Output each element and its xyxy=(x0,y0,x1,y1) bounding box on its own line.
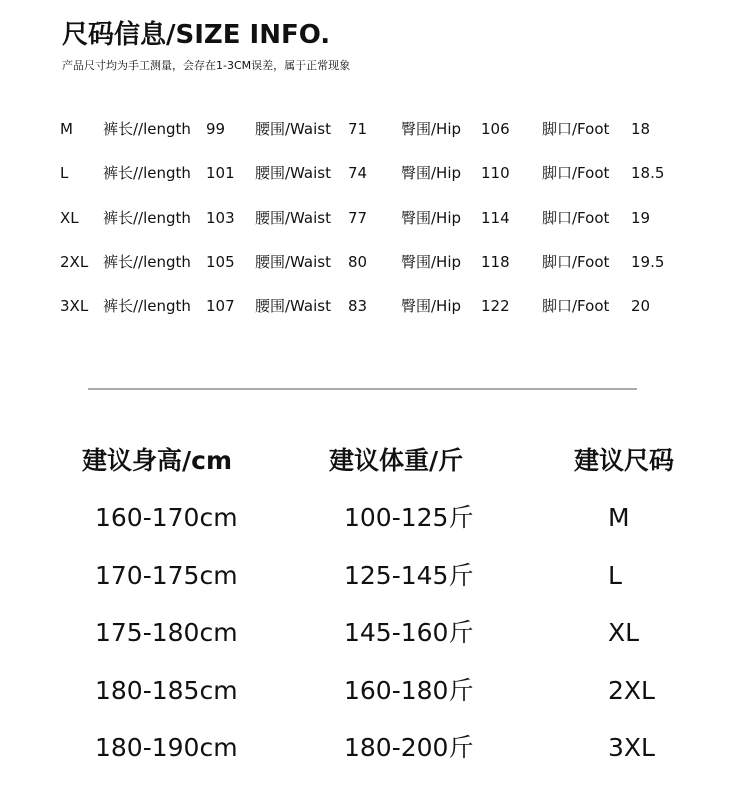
length-value: 101 xyxy=(206,164,235,182)
size-row xyxy=(0,117,750,141)
recommended-height-header: 建议身高/cm xyxy=(82,446,233,475)
hip-label: 臀围/Hip xyxy=(401,297,462,315)
waist-value: 80 xyxy=(348,253,368,271)
foot-value: 19 xyxy=(631,209,651,227)
waist-value: 77 xyxy=(348,209,368,227)
hip-label: 臀围/Hip xyxy=(401,120,462,138)
hip-value: 106 xyxy=(481,120,510,138)
foot-value: 20 xyxy=(631,297,651,315)
foot-label: 脚口/Foot xyxy=(542,253,610,271)
size-label: XL xyxy=(60,209,79,227)
recommended-weight-header: 建议体重/斤 xyxy=(329,446,464,475)
length-label: 裤长//length xyxy=(103,297,191,315)
height-range: 160-170cm xyxy=(95,503,238,532)
foot-label: 脚口/Foot xyxy=(542,209,610,227)
waist-label: 腰围/Waist xyxy=(255,253,331,271)
length-label: 裤长//length xyxy=(103,164,191,182)
length-value: 107 xyxy=(206,297,235,315)
height-range: 180-185cm xyxy=(95,676,238,705)
waist-label: 腰围/Waist xyxy=(255,209,331,227)
recommended-size: L xyxy=(608,561,622,590)
recommendation-row xyxy=(0,730,750,766)
foot-value: 18.5 xyxy=(631,164,665,182)
size-row xyxy=(0,161,750,185)
hip-label: 臀围/Hip xyxy=(401,164,462,182)
hip-value: 118 xyxy=(481,253,510,271)
recommendation-row xyxy=(0,673,750,709)
length-value: 103 xyxy=(206,209,235,227)
hip-value: 114 xyxy=(481,209,510,227)
recommended-size: M xyxy=(608,503,630,532)
waist-value: 83 xyxy=(348,297,368,315)
length-label: 裤长//length xyxy=(103,209,191,227)
waist-label: 腰围/Waist xyxy=(255,120,331,138)
waist-label: 腰围/Waist xyxy=(255,164,331,182)
length-label: 裤长//length xyxy=(103,120,191,138)
recommended-size: XL xyxy=(608,618,640,647)
hip-value: 122 xyxy=(481,297,510,315)
recommendation-row xyxy=(0,615,750,651)
recommended-size-header: 建议尺码 xyxy=(574,446,675,475)
length-value: 105 xyxy=(206,253,235,271)
foot-label: 脚口/Foot xyxy=(542,120,610,138)
size-row xyxy=(0,206,750,230)
page-title: 尺码信息/SIZE INFO. xyxy=(62,20,331,50)
size-row xyxy=(0,294,750,318)
section-divider xyxy=(88,388,637,390)
measurement-note: 产品尺寸均为手工测量，会存在1-3CM误差，属于正常现象 xyxy=(62,59,351,72)
weight-range: 125-145斤 xyxy=(344,561,474,590)
hip-value: 110 xyxy=(481,164,510,182)
recommendation-row xyxy=(0,500,750,536)
waist-value: 71 xyxy=(348,120,368,138)
hip-label: 臀围/Hip xyxy=(401,209,462,227)
size-label: 2XL xyxy=(60,253,89,271)
weight-range: 100-125斤 xyxy=(344,503,474,532)
size-label: 3XL xyxy=(60,297,89,315)
height-range: 175-180cm xyxy=(95,618,238,647)
foot-label: 脚口/Foot xyxy=(542,297,610,315)
size-row xyxy=(0,250,750,274)
recommended-size: 2XL xyxy=(608,676,655,705)
recommended-size: 3XL xyxy=(608,733,655,762)
foot-label: 脚口/Foot xyxy=(542,164,610,182)
height-range: 180-190cm xyxy=(95,733,238,762)
height-range: 170-175cm xyxy=(95,561,238,590)
size-label: L xyxy=(60,164,69,182)
foot-value: 19.5 xyxy=(631,253,665,271)
recommendation-row xyxy=(0,558,750,594)
waist-label: 腰围/Waist xyxy=(255,297,331,315)
weight-range: 160-180斤 xyxy=(344,676,474,705)
length-label: 裤长//length xyxy=(103,253,191,271)
foot-value: 18 xyxy=(631,120,651,138)
waist-value: 74 xyxy=(348,164,368,182)
weight-range: 180-200斤 xyxy=(344,733,474,762)
length-value: 99 xyxy=(206,120,226,138)
weight-range: 145-160斤 xyxy=(344,618,474,647)
size-label: M xyxy=(60,120,73,138)
hip-label: 臀围/Hip xyxy=(401,253,462,271)
